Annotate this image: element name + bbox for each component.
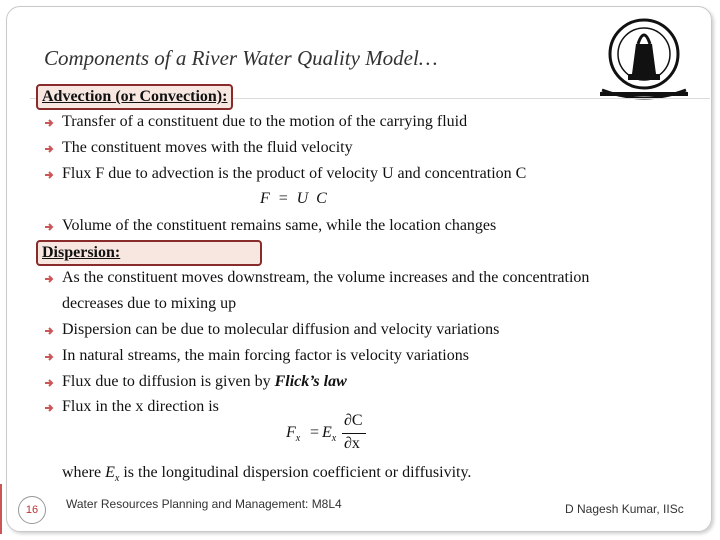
flicks-law-term: Flick’s law	[274, 373, 347, 390]
advection-bullet-4: Volume of the constituent remains same, while the location changes	[62, 217, 497, 234]
where-text: is the longitudinal dispersion coefficient or diffusivity.	[123, 464, 472, 481]
slide-title: Components of a River Water Quality Model…	[44, 46, 438, 70]
where-line	[62, 463, 471, 489]
dispersion-bullet-4	[62, 372, 347, 392]
eq-lhs-sub: x	[295, 433, 301, 445]
advection-bullet-2: The constituent moves with the fluid velocity	[62, 139, 353, 156]
bullet-icon	[44, 143, 56, 155]
eq-denominator: ∂x	[344, 435, 360, 452]
bullet-icon	[44, 221, 56, 233]
dispersion-heading: Dispersion:	[36, 240, 262, 266]
eq-fraction-bar	[342, 433, 366, 434]
bullet-icon	[44, 273, 56, 285]
footer-author: D Nagesh Kumar, IISc	[565, 502, 684, 516]
ex-symbol: $E_x$	[105, 464, 120, 485]
dispersion-bullet-2: Dispersion can be due to molecular diffusion and velocity variations	[62, 321, 500, 338]
page-number: 16	[18, 496, 46, 524]
eq-coef: E	[322, 424, 332, 441]
advection-bullet-1: Transfer of a constituent due to the motion of the carrying fluid	[62, 113, 468, 130]
bullet-icon	[44, 402, 56, 414]
advection-heading: Advection (or Convection):	[36, 84, 233, 110]
bullet-icon	[44, 169, 56, 181]
eq-numerator: ∂C	[344, 412, 363, 429]
dispersion-bullet-3: In natural streams, the main forcing factor is velocity variations	[62, 347, 469, 364]
seal-icon	[582, 14, 706, 102]
page-strip	[0, 484, 2, 534]
bullet-icon	[44, 117, 56, 129]
dispersion-bullet-1: As the constituent moves downstream, the volume increases and the concentration	[62, 269, 590, 286]
dispersion-flux-equation	[286, 412, 376, 456]
eq-lhs: F	[286, 424, 296, 441]
dispersion-bullet-5: Flux in the x direction is	[62, 398, 219, 415]
footer-course: Water Resources Planning and Management: M8L4	[66, 497, 342, 511]
where-word: where	[62, 464, 102, 481]
flux-equation-advection: F = U C	[260, 190, 329, 207]
eq-equals: =	[310, 424, 320, 441]
dispersion-bullet-1-continued: decreases due to mixing up	[62, 295, 237, 312]
institute-logo	[582, 14, 706, 102]
bullet-icon	[44, 325, 56, 337]
bullet-icon	[44, 377, 56, 389]
dispersion-bullet-4-text: Flux due to diffusion is given by	[62, 373, 271, 390]
eq-coef-sub: x	[331, 433, 337, 445]
bullet-icon	[44, 351, 56, 363]
advection-bullet-3: Flux F due to advection is the product of velocity U and concentration C	[62, 165, 527, 182]
